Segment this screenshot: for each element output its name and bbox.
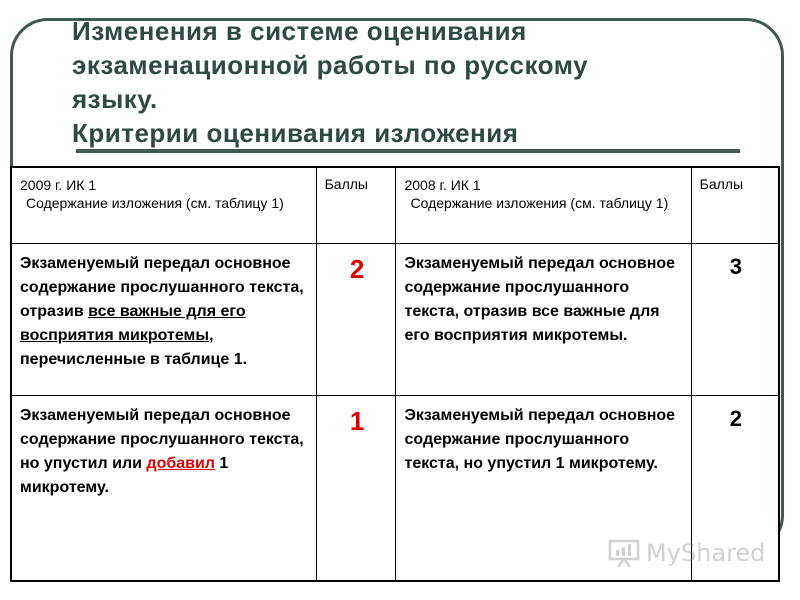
presentation-icon xyxy=(608,538,642,568)
score-2008-row2: 2 xyxy=(729,405,742,431)
header-2008-year: 2008 г. ИК 1 xyxy=(404,177,481,193)
title-underline xyxy=(76,149,740,153)
table-header-row xyxy=(11,167,779,243)
text-fragment: Экзаменуемый передал основное содержание прослушанного текста, но упустил или xyxy=(20,406,304,472)
criteria-table xyxy=(10,166,780,582)
criterion-2008-row2: Экзаменуемый передал основное содержание прослушанного текста, но упустил 1 микротему. xyxy=(396,395,691,581)
criterion-2009-row2 xyxy=(11,395,316,581)
score-2009-row2: 1 xyxy=(349,405,365,436)
title-line: экзаменационной работы по русскому xyxy=(72,50,589,80)
header-points-2008: Баллы xyxy=(691,167,779,243)
header-2009-desc: Содержание изложения (см. таблицу 1) xyxy=(26,195,284,211)
slide-title xyxy=(72,14,762,150)
criterion-2008-row1: Экзаменуемый передал основное содержание прослушанного текста, отразив все важные для его восприятия микротемы. xyxy=(396,243,691,395)
header-points-2009: Баллы xyxy=(316,167,396,243)
watermark xyxy=(608,538,765,568)
text-fragment: , перечисленные в таблице 1. xyxy=(20,326,248,368)
header-2009 xyxy=(11,167,316,243)
watermark-text: MyShared xyxy=(646,539,766,567)
header-2008-desc: Содержание изложения (см. таблицу 1) xyxy=(410,195,669,211)
text-fragment: Экзаменуемый передал основное содержание прослушанного текста, отразив xyxy=(20,254,304,320)
title-line: языку. xyxy=(72,84,158,114)
red-underlined-word: добавил xyxy=(146,454,215,472)
title-line: Критерии оценивания изложения xyxy=(72,118,519,148)
score-cell-2009-row2 xyxy=(316,395,396,581)
score-cell-2009-row1 xyxy=(316,243,396,395)
score-2008-row1: 3 xyxy=(729,253,742,279)
text-fragment: 1 микротему. xyxy=(20,454,229,496)
underlined-phrase: все важные для его восприятия микротемы xyxy=(20,302,246,344)
header-2008 xyxy=(396,167,691,243)
score-2009-row1: 2 xyxy=(349,253,365,284)
criterion-2009-row1 xyxy=(11,243,316,395)
header-2009-year: 2009 г. ИК 1 xyxy=(20,177,97,193)
title-line: Изменения в системе оценивания xyxy=(72,16,527,46)
score-cell-2008-row1 xyxy=(691,243,779,395)
table-row xyxy=(11,243,779,395)
